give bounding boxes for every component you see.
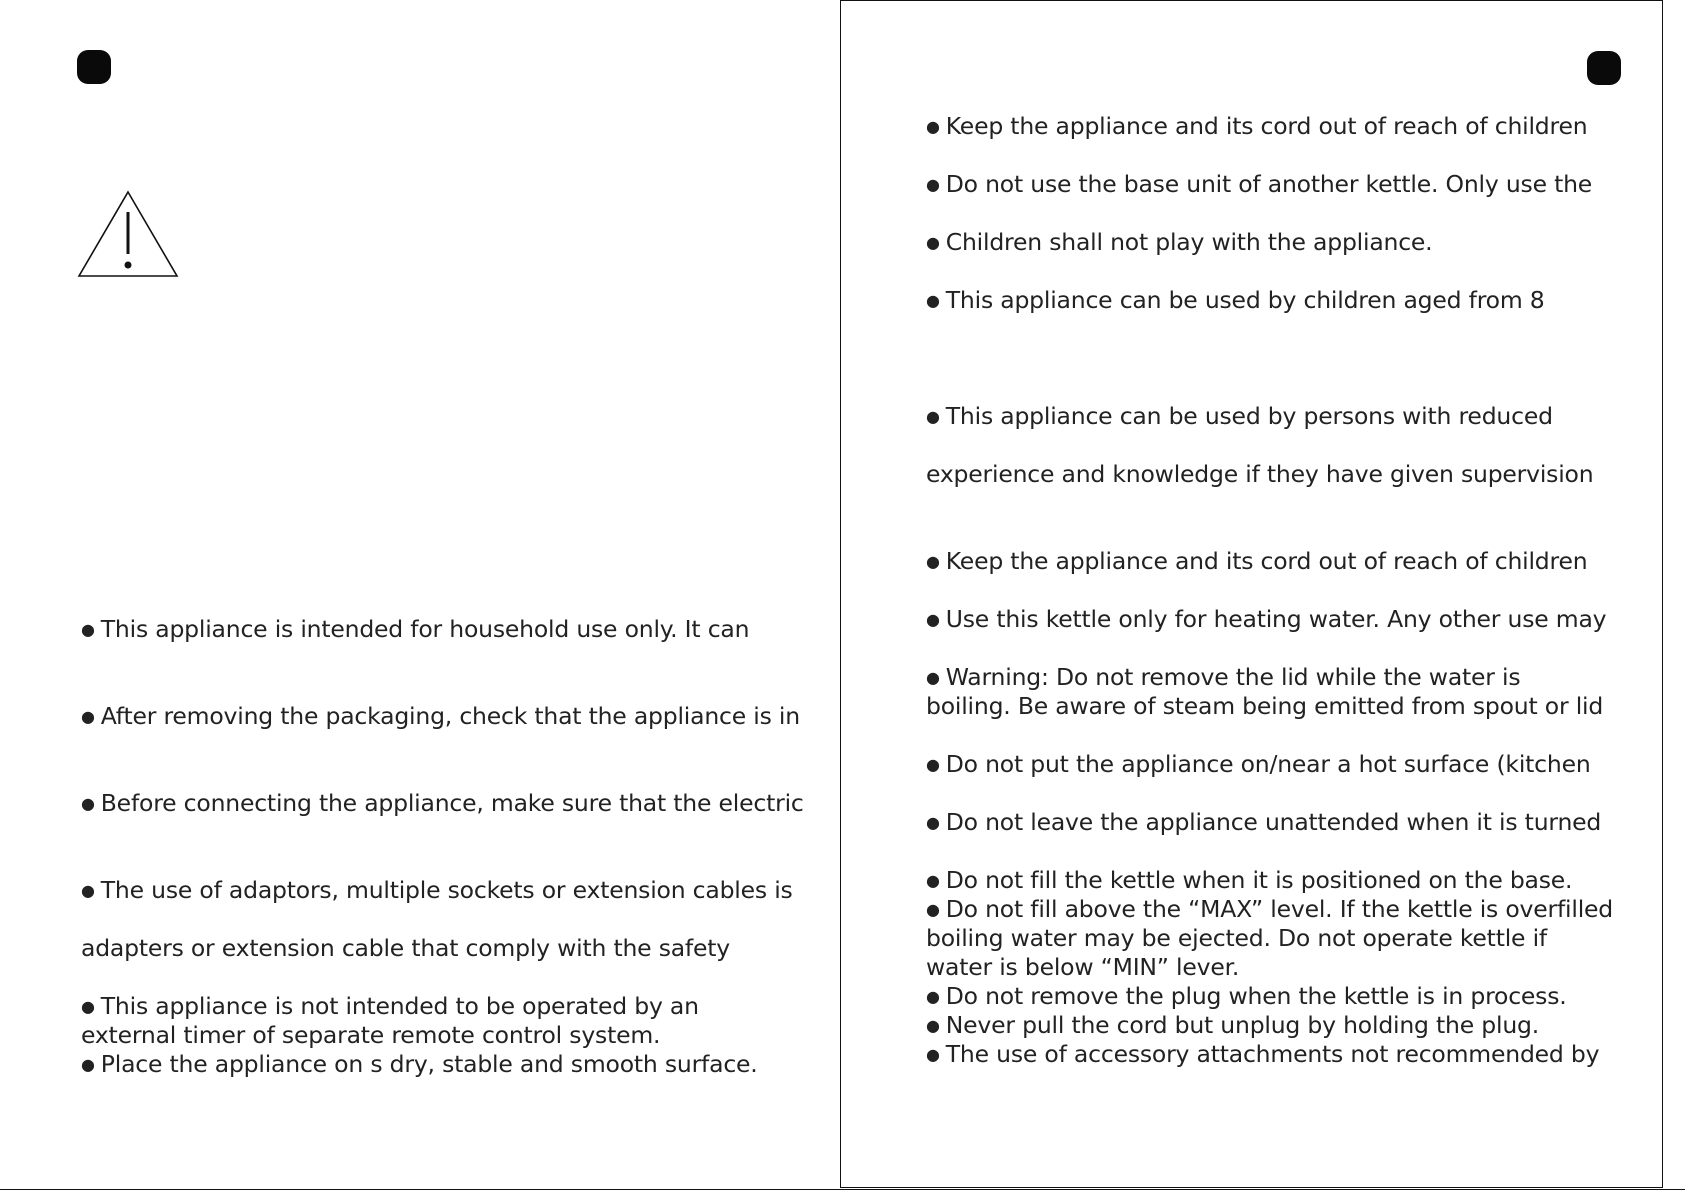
bullet-reduced-persons: ● This appliance can be used by persons with reduced <box>926 402 1553 430</box>
bullet-dot: ● <box>926 407 940 426</box>
bullet-dot: ● <box>926 755 940 774</box>
bullet-max-level: ● Do not fill above the “MAX” level. If the kettle is overfilled <box>926 895 1614 923</box>
bullet-accessory-attachments: ● The use of accessory attachments not recommended by <box>926 1040 1600 1068</box>
bullet-fill-on-base: ● Do not fill the kettle when it is positioned on the base. <box>926 866 1573 894</box>
bullet-dot: ● <box>926 1045 940 1064</box>
bullet-dot: ● <box>926 552 940 571</box>
bullet-household-use: ● This appliance is intended for household use only. It can <box>81 615 750 643</box>
bullet-dot: ● <box>81 707 95 726</box>
bullet-remove-plug: ● Do not remove the plug when the kettle is in process. <box>926 982 1567 1010</box>
bullet-adaptors: ● The use of adaptors, multiple sockets or extension cables is <box>81 876 793 904</box>
bullet-dot: ● <box>81 620 95 639</box>
bullet-dot: ● <box>81 794 95 813</box>
bullet-electric-check: ● Before connecting the appliance, make sure that the electric <box>81 789 804 817</box>
bullet-dot: ● <box>926 1016 940 1035</box>
bullet-place-appliance: ● Place the appliance on s dry, stable and smooth surface. <box>81 1050 758 1078</box>
bullet-dot: ● <box>926 175 940 194</box>
left-page <box>0 0 840 1192</box>
bullet-pull-cord: ● Never pull the cord but unplug by holding the plug. <box>926 1011 1540 1039</box>
warning-lid-continuation: boiling. Be aware of steam being emitted from spout or lid <box>926 692 1604 720</box>
bullet-dot: ● <box>81 997 95 1016</box>
page-badge-left <box>77 50 111 84</box>
min-level-continuation: water is below “MIN” lever. <box>926 953 1240 981</box>
bullet-keep-out-of-reach: ● Keep the appliance and its cord out of reach of children <box>926 112 1588 140</box>
max-level-continuation: boiling water may be ejected. Do not operate kettle if <box>926 924 1547 952</box>
bullet-dot: ● <box>926 900 940 919</box>
bullet-dot: ● <box>926 291 940 310</box>
bullet-unattended: ● Do not leave the appliance unattended when it is turned <box>926 808 1602 836</box>
bullet-heating-water-only: ● Use this kettle only for heating water. Any other use may <box>926 605 1607 633</box>
bullet-dot: ● <box>926 668 940 687</box>
bullet-dot: ● <box>81 881 95 900</box>
bullet-dot: ● <box>926 610 940 629</box>
bullet-external-timer: ● This appliance is not intended to be operated by an <box>81 992 699 1020</box>
bullet-dot: ● <box>926 233 940 252</box>
bullet-base-unit: ● Do not use the base unit of another kettle. Only use the <box>926 170 1593 198</box>
bullet-keep-out-of-reach-2: ● Keep the appliance and its cord out of reach of children <box>926 547 1588 575</box>
bullet-dot: ● <box>926 813 940 832</box>
warning-triangle-icon <box>77 190 179 278</box>
adaptors-continuation: adapters or extension cable that comply with the safety <box>81 934 730 962</box>
bullet-packaging-check: ● After removing the packaging, check that the appliance is in <box>81 702 800 730</box>
reduced-persons-continuation: experience and knowledge if they have given supervision <box>926 460 1594 488</box>
bullet-children-play: ● Children shall not play with the appliance. <box>926 228 1433 256</box>
page-badge-right <box>1587 51 1621 85</box>
bottom-rule <box>0 1189 1685 1190</box>
bullet-dot: ● <box>81 1055 95 1074</box>
bullet-dot: ● <box>926 117 940 136</box>
bullet-dot: ● <box>926 987 940 1006</box>
bullet-children-aged: ● This appliance can be used by children aged from 8 <box>926 286 1545 314</box>
external-timer-continuation: external timer of separate remote control system. <box>81 1021 661 1049</box>
bullet-warning-lid: ● Warning: Do not remove the lid while the water is <box>926 663 1521 691</box>
bullet-dot: ● <box>926 871 940 890</box>
bullet-hot-surface: ● Do not put the appliance on/near a hot surface (kitchen <box>926 750 1591 778</box>
right-page <box>840 0 1663 1188</box>
